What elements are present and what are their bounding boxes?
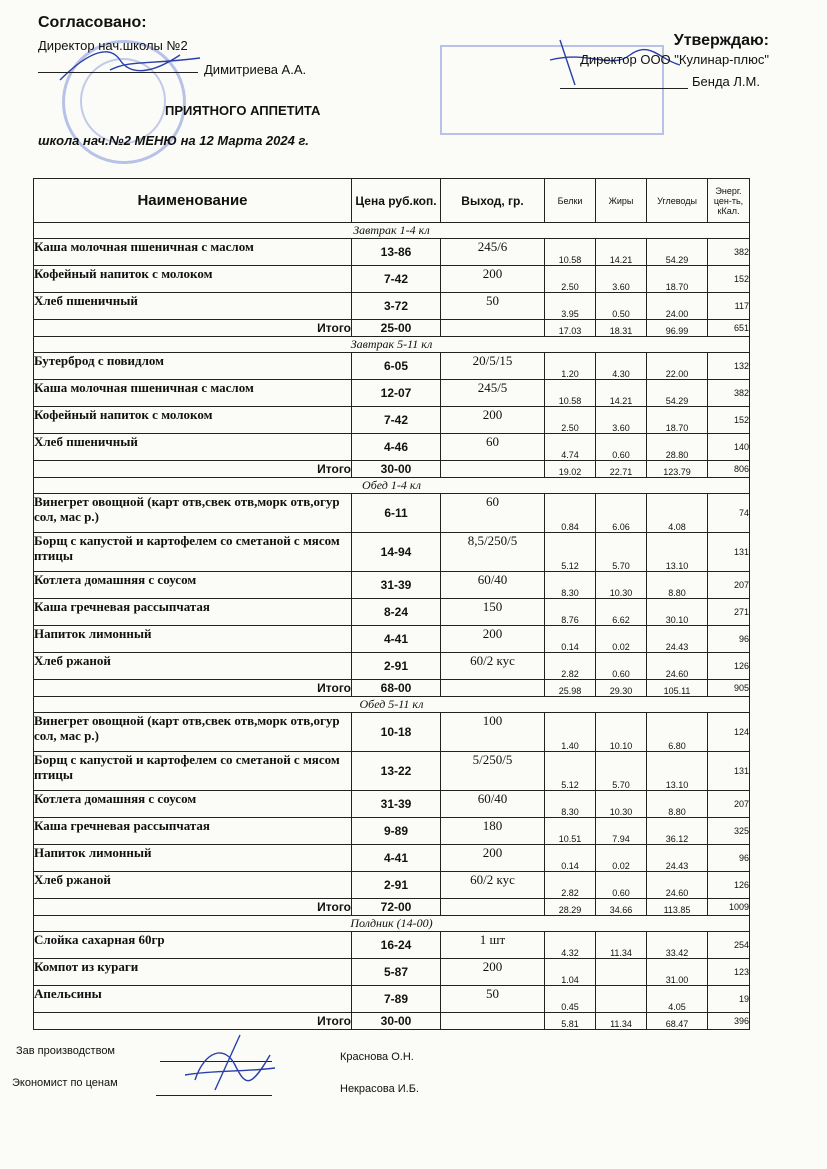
- approve-position: Директор ООО "Кулинар-плюс": [580, 52, 769, 67]
- dish-carbs: 24.60: [647, 653, 708, 680]
- total-fat: 34.66: [596, 899, 647, 916]
- dish-protein: 4.74: [545, 434, 596, 461]
- signature-bottom: [175, 1030, 285, 1100]
- dish-energy: 126: [708, 872, 750, 899]
- dish-protein: 8.30: [545, 791, 596, 818]
- total-fat: 29.30: [596, 680, 647, 697]
- dish-yield: 180: [441, 818, 545, 845]
- dish-fat: 0.50: [596, 293, 647, 320]
- section-title: Завтрак 1-4 кл: [34, 223, 750, 239]
- dish-yield: 200: [441, 626, 545, 653]
- col-price: Цена руб.коп.: [352, 179, 441, 223]
- dish-fat: 5.70: [596, 533, 647, 572]
- dish-fat: [596, 959, 647, 986]
- dish-carbs: 31.00: [647, 959, 708, 986]
- dish-energy: 207: [708, 791, 750, 818]
- total-label: Итого: [34, 899, 352, 916]
- dish-yield: 50: [441, 293, 545, 320]
- dish-name: Котлета домашняя с соусом: [34, 791, 352, 818]
- total-protein: 19.02: [545, 461, 596, 478]
- dish-energy: 325: [708, 818, 750, 845]
- agreed-signature-line: [38, 72, 198, 73]
- dish-energy: 74: [708, 494, 750, 533]
- dish-yield: 5/250/5: [441, 752, 545, 791]
- dish-protein: 0.45: [545, 986, 596, 1013]
- dish-fat: 0.02: [596, 626, 647, 653]
- dish-carbs: 33.42: [647, 932, 708, 959]
- dish-carbs: 22.00: [647, 353, 708, 380]
- dish-energy: 382: [708, 239, 750, 266]
- total-label: Итого: [34, 1013, 352, 1030]
- total-yield-empty: [441, 461, 545, 478]
- dish-fat: 0.60: [596, 872, 647, 899]
- dish-name: Слойка сахарная 60гр: [34, 932, 352, 959]
- dish-price: 7-89: [352, 986, 441, 1013]
- dish-protein: 10.58: [545, 380, 596, 407]
- dish-energy: 96: [708, 845, 750, 872]
- slogan: ПРИЯТНОГО АППЕТИТА: [165, 103, 321, 118]
- menu-table: [33, 178, 750, 1030]
- dish-carbs: 54.29: [647, 380, 708, 407]
- dish-fat: 3.60: [596, 407, 647, 434]
- total-carbs: 96.99: [647, 320, 708, 337]
- dish-yield: 60: [441, 494, 545, 533]
- dish-protein: 1.04: [545, 959, 596, 986]
- total-energy: 806: [708, 461, 750, 478]
- dish-price: 7-42: [352, 266, 441, 293]
- total-price: 68-00: [352, 680, 441, 697]
- total-energy: 1009: [708, 899, 750, 916]
- table-row: [34, 533, 750, 572]
- dish-name: Напиток лимонный: [34, 626, 352, 653]
- dish-fat: 0.60: [596, 434, 647, 461]
- dish-fat: 7.94: [596, 818, 647, 845]
- dish-carbs: 8.80: [647, 572, 708, 599]
- dish-protein: 10.58: [545, 239, 596, 266]
- section-row: [34, 337, 750, 353]
- dish-protein: 4.32: [545, 932, 596, 959]
- dish-yield: 8,5/250/5: [441, 533, 545, 572]
- total-row: [34, 1013, 750, 1030]
- dish-price: 3-72: [352, 293, 441, 320]
- dish-name: Апельсины: [34, 986, 352, 1013]
- total-row: [34, 461, 750, 478]
- dish-name: Хлеб ржаной: [34, 653, 352, 680]
- section-title: Завтрак 5-11 кл: [34, 337, 750, 353]
- total-carbs: 113.85: [647, 899, 708, 916]
- dish-yield: 60: [441, 434, 545, 461]
- section-title: Обед 1-4 кл: [34, 478, 750, 494]
- dish-energy: 271: [708, 599, 750, 626]
- dish-carbs: 36.12: [647, 818, 708, 845]
- dish-carbs: 28.80: [647, 434, 708, 461]
- dish-fat: 11.34: [596, 932, 647, 959]
- dish-carbs: 18.70: [647, 266, 708, 293]
- dish-protein: 0.14: [545, 845, 596, 872]
- dish-name: Кофейный напиток с молоком: [34, 266, 352, 293]
- dish-protein: 8.30: [545, 572, 596, 599]
- dish-price: 16-24: [352, 932, 441, 959]
- dish-carbs: 24.43: [647, 626, 708, 653]
- dish-price: 9-89: [352, 818, 441, 845]
- total-protein: 5.81: [545, 1013, 596, 1030]
- total-carbs: 123.79: [647, 461, 708, 478]
- table-row: [34, 407, 750, 434]
- total-carbs: 105.11: [647, 680, 708, 697]
- dish-price: 10-18: [352, 713, 441, 752]
- dish-price: 31-39: [352, 572, 441, 599]
- dish-name: Напиток лимонный: [34, 845, 352, 872]
- dish-carbs: 54.29: [647, 239, 708, 266]
- dish-energy: 126: [708, 653, 750, 680]
- dish-price: 7-42: [352, 407, 441, 434]
- dish-name: Кофейный напиток с молоком: [34, 407, 352, 434]
- dish-yield: 245/5: [441, 380, 545, 407]
- dish-fat: 3.60: [596, 266, 647, 293]
- total-protein: 28.29: [545, 899, 596, 916]
- agreed-name: Димитриева А.А.: [204, 62, 307, 77]
- dish-fat: 4.30: [596, 353, 647, 380]
- dish-yield: 60/40: [441, 791, 545, 818]
- dish-name: Каша молочная пшеничная с маслом: [34, 380, 352, 407]
- dish-name: Каша гречневая рассыпчатая: [34, 599, 352, 626]
- table-row: [34, 653, 750, 680]
- dish-fat: 10.30: [596, 791, 647, 818]
- dish-energy: 131: [708, 533, 750, 572]
- dish-carbs: 8.80: [647, 791, 708, 818]
- total-energy: 396: [708, 1013, 750, 1030]
- dish-price: 13-22: [352, 752, 441, 791]
- dish-carbs: 24.43: [647, 845, 708, 872]
- dish-protein: 1.40: [545, 713, 596, 752]
- dish-name: Компот из кураги: [34, 959, 352, 986]
- dish-energy: 382: [708, 380, 750, 407]
- table-row: [34, 959, 750, 986]
- dish-price: 13-86: [352, 239, 441, 266]
- col-carbs: Углеводы: [647, 179, 708, 223]
- dish-protein: 2.82: [545, 872, 596, 899]
- section-row: [34, 916, 750, 932]
- dish-fat: [596, 986, 647, 1013]
- col-protein: Белки: [545, 179, 596, 223]
- dish-energy: 207: [708, 572, 750, 599]
- menu-date-line: школа нач.№2 МЕНЮ на 12 Марта 2024 г.: [38, 133, 309, 148]
- dish-name: Борщ с капустой и картофелем со сметаной с мясом птицы: [34, 533, 352, 572]
- col-fat: Жиры: [596, 179, 647, 223]
- dish-energy: 124: [708, 713, 750, 752]
- economist-label: Экономист по ценам: [12, 1077, 118, 1089]
- total-energy: 651: [708, 320, 750, 337]
- dish-price: 8-24: [352, 599, 441, 626]
- dish-price: 31-39: [352, 791, 441, 818]
- dish-carbs: 24.00: [647, 293, 708, 320]
- dish-price: 5-87: [352, 959, 441, 986]
- dish-fat: 10.10: [596, 713, 647, 752]
- total-carbs: 68.47: [647, 1013, 708, 1030]
- economist-name: Некрасова И.Б.: [340, 1083, 419, 1095]
- dish-protein: 5.12: [545, 752, 596, 791]
- dish-price: 2-91: [352, 653, 441, 680]
- dish-price: 14-94: [352, 533, 441, 572]
- dish-name: Каша молочная пшеничная с маслом: [34, 239, 352, 266]
- dish-yield: 200: [441, 266, 545, 293]
- total-row: [34, 320, 750, 337]
- dish-yield: 50: [441, 986, 545, 1013]
- dish-carbs: 30.10: [647, 599, 708, 626]
- dish-yield: 60/2 кус: [441, 872, 545, 899]
- table-row: [34, 791, 750, 818]
- dish-name: Котлета домашняя с соусом: [34, 572, 352, 599]
- table-row: [34, 932, 750, 959]
- total-price: 30-00: [352, 1013, 441, 1030]
- header-row: [34, 179, 750, 223]
- total-protein: 17.03: [545, 320, 596, 337]
- dish-price: 2-91: [352, 872, 441, 899]
- section-row: [34, 478, 750, 494]
- production-label: Зав производством: [16, 1045, 115, 1057]
- col-energy: Энерг. цен-ть, кКал.: [708, 179, 750, 223]
- dish-name: Винегрет овощной (карт отв,свек отв,морк отв,огур сол, мас р.): [34, 494, 352, 533]
- menu-body: [34, 223, 750, 1030]
- dish-carbs: 4.08: [647, 494, 708, 533]
- approve-title: Утверждаю:: [673, 32, 769, 49]
- table-row: [34, 752, 750, 791]
- agreed-title: Согласовано:: [38, 14, 147, 31]
- dish-protein: 5.12: [545, 533, 596, 572]
- dish-name: Хлеб пшеничный: [34, 293, 352, 320]
- dish-energy: 117: [708, 293, 750, 320]
- dish-energy: 96: [708, 626, 750, 653]
- section-title: Полдник (14-00): [34, 916, 750, 932]
- dish-yield: 100: [441, 713, 545, 752]
- dish-protein: 0.84: [545, 494, 596, 533]
- total-price: 30-00: [352, 461, 441, 478]
- dish-name: Бутерброд с повидлом: [34, 353, 352, 380]
- dish-energy: 140: [708, 434, 750, 461]
- dish-fat: 0.02: [596, 845, 647, 872]
- dish-name: Борщ с капустой и картофелем со сметаной с мясом птицы: [34, 752, 352, 791]
- production-name: Краснова О.Н.: [340, 1051, 414, 1063]
- dish-price: 12-07: [352, 380, 441, 407]
- dish-yield: 60/2 кус: [441, 653, 545, 680]
- dish-name: Каша гречневая рассыпчатая: [34, 818, 352, 845]
- dish-protein: 2.82: [545, 653, 596, 680]
- dish-protein: 1.20: [545, 353, 596, 380]
- dish-carbs: 13.10: [647, 752, 708, 791]
- total-label: Итого: [34, 461, 352, 478]
- dish-protein: 0.14: [545, 626, 596, 653]
- table-row: [34, 380, 750, 407]
- total-price: 25-00: [352, 320, 441, 337]
- table-row: [34, 818, 750, 845]
- dish-yield: 200: [441, 407, 545, 434]
- col-yield: Выход, гр.: [441, 179, 545, 223]
- dish-carbs: 18.70: [647, 407, 708, 434]
- dish-fat: 14.21: [596, 380, 647, 407]
- dish-fat: 6.06: [596, 494, 647, 533]
- dish-energy: 254: [708, 932, 750, 959]
- total-row: [34, 899, 750, 916]
- table-row: [34, 353, 750, 380]
- col-name: Наименование: [34, 179, 352, 223]
- dish-yield: 20/5/15: [441, 353, 545, 380]
- total-fat: 11.34: [596, 1013, 647, 1030]
- section-row: [34, 697, 750, 713]
- section-title: Обед 5-11 кл: [34, 697, 750, 713]
- table-row: [34, 626, 750, 653]
- dish-name: Хлеб ржаной: [34, 872, 352, 899]
- dish-energy: 131: [708, 752, 750, 791]
- dish-energy: 152: [708, 266, 750, 293]
- total-yield-empty: [441, 899, 545, 916]
- dish-energy: 152: [708, 407, 750, 434]
- total-yield-empty: [441, 320, 545, 337]
- dish-yield: 60/40: [441, 572, 545, 599]
- dish-fat: 14.21: [596, 239, 647, 266]
- total-price: 72-00: [352, 899, 441, 916]
- dish-protein: 10.51: [545, 818, 596, 845]
- total-protein: 25.98: [545, 680, 596, 697]
- dish-protein: 3.95: [545, 293, 596, 320]
- dish-price: 4-41: [352, 845, 441, 872]
- dish-yield: 200: [441, 845, 545, 872]
- table-row: [34, 986, 750, 1013]
- dish-fat: 5.70: [596, 752, 647, 791]
- dish-yield: 245/6: [441, 239, 545, 266]
- dish-price: 6-05: [352, 353, 441, 380]
- table-row: [34, 494, 750, 533]
- total-fat: 22.71: [596, 461, 647, 478]
- table-row: [34, 239, 750, 266]
- table-row: [34, 266, 750, 293]
- dish-price: 6-11: [352, 494, 441, 533]
- dish-yield: 1 шт: [441, 932, 545, 959]
- table-row: [34, 599, 750, 626]
- dish-carbs: 6.80: [647, 713, 708, 752]
- dish-protein: 8.76: [545, 599, 596, 626]
- total-fat: 18.31: [596, 320, 647, 337]
- dish-fat: 10.30: [596, 572, 647, 599]
- total-row: [34, 680, 750, 697]
- total-label: Итого: [34, 320, 352, 337]
- dish-carbs: 4.05: [647, 986, 708, 1013]
- table-row: [34, 713, 750, 752]
- dish-energy: 19: [708, 986, 750, 1013]
- approve-signature-line: [560, 88, 688, 89]
- dish-carbs: 24.60: [647, 872, 708, 899]
- table-row: [34, 572, 750, 599]
- total-energy: 905: [708, 680, 750, 697]
- dish-fat: 6.62: [596, 599, 647, 626]
- total-label: Итого: [34, 680, 352, 697]
- dish-name: Винегрет овощной (карт отв,свек отв,морк отв,огур сол, мас р.): [34, 713, 352, 752]
- dish-fat: 0.60: [596, 653, 647, 680]
- dish-price: 4-46: [352, 434, 441, 461]
- dish-protein: 2.50: [545, 407, 596, 434]
- agreed-position: Директор нач.школы №2: [38, 38, 188, 53]
- total-yield-empty: [441, 680, 545, 697]
- dish-energy: 132: [708, 353, 750, 380]
- dish-name: Хлеб пшеничный: [34, 434, 352, 461]
- total-yield-empty: [441, 1013, 545, 1030]
- table-row: [34, 845, 750, 872]
- dish-price: 4-41: [352, 626, 441, 653]
- dish-yield: 200: [441, 959, 545, 986]
- table-row: [34, 293, 750, 320]
- section-row: [34, 223, 750, 239]
- table-row: [34, 872, 750, 899]
- dish-energy: 123: [708, 959, 750, 986]
- dish-yield: 150: [441, 599, 545, 626]
- approve-name: Бенда Л.М.: [692, 74, 760, 89]
- table-row: [34, 434, 750, 461]
- dish-carbs: 13.10: [647, 533, 708, 572]
- dish-protein: 2.50: [545, 266, 596, 293]
